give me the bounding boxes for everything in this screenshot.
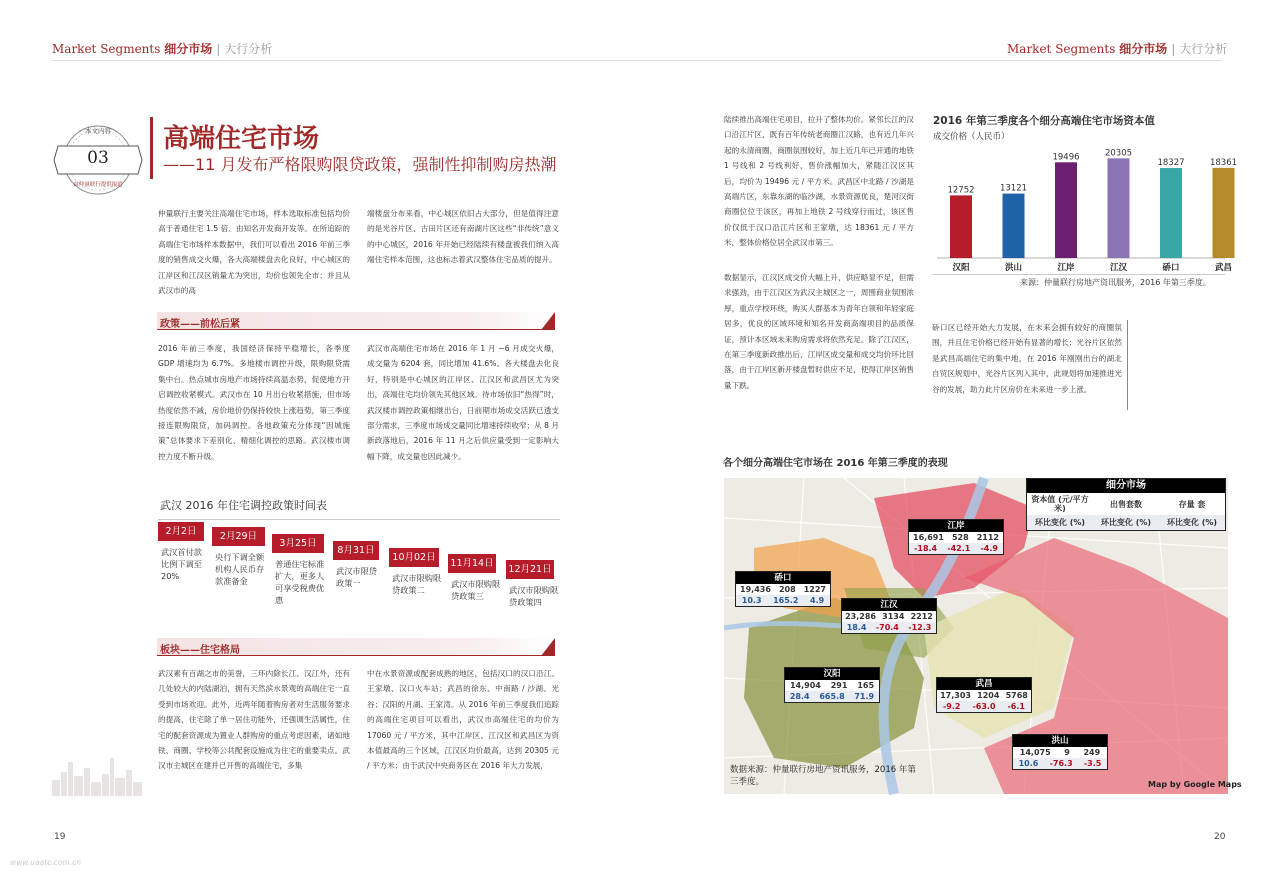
timeline-date-box: 10月02日 <box>389 548 439 567</box>
district-change-row <box>937 701 1031 712</box>
district-values-row <box>937 690 1031 701</box>
district-value: 1227 <box>803 585 826 594</box>
district-box[interactable] <box>936 677 1032 713</box>
watermark-url: www.uaatc.com.cn <box>10 858 81 867</box>
district-values-row <box>785 680 879 691</box>
district-change: -18.4 <box>914 544 938 553</box>
district-change: 10.3 <box>741 596 762 605</box>
district-value: 3134 <box>882 612 905 621</box>
district-name: 武昌 <box>937 678 1031 690</box>
district-change: -42.1 <box>947 544 971 553</box>
chart-category-label: 洪山 <box>1004 263 1023 273</box>
timeline-event-text: 武汉市限购限贷政策二 <box>392 573 442 595</box>
header-rule <box>52 60 1222 61</box>
right-col1: 陆续推出高端住宅项目，拉升了整体均价。紧邻长江的汉口沿江片区，既有百年传统老商圈江汉路，也有近几年兴起的永清商圈，商圈氛围较好，加上近几年已开通的地铁 1 号线和 2 号线利好，售价涨幅加大，紧随江汉区其后，均价为 19496 元 / 平方米。武昌区中北路 / 沙湖是高端片区，东靠东湖的临沙湖，水景资源优良，楚河汉街商圈位位于该区，再加上地铁 2 号线穿行而过，该区售价仅低于汉口沿江片区和王家墩，达 18361 元 / 平方米，整体价格位居全武汉市第三。 <box>724 115 914 248</box>
header-left: Market Segments 细分市场 | 大行分析 <box>52 42 273 56</box>
policy-col1: 2016 年前三季度，我国经济保持平稳增长，各季度 GDP 增速均为 6.7%。多地楼市调控升级，限购限贷需集中台。热点城市房地产市场持续高温态势，促使地方开启调控收紧模式。武汉市在 10 月出台收紧措施，但市场热度依然不减，房价地价仍保持较快上涨趋势，第三季度接连限购限贷，加码调控。各地政策充分体现“因城施策”总体要求下差别化、精细化调控的思路。武汉楼市调控力度不断升级。 <box>158 344 350 461</box>
chart-category-label: 江汉 <box>1109 263 1128 273</box>
district-change: 28.4 <box>789 692 810 701</box>
legend-col1-head: 资本值 (元/平方米) <box>1031 495 1089 513</box>
header-sub: 大行分析 <box>224 42 273 56</box>
section-policy-title: 政策——前松后紧 <box>160 319 240 330</box>
district-value: 291 <box>830 681 848 690</box>
page-subtitle: ——11 月发布严格限购限贷政策，强制性抑制购房热潮 <box>163 155 557 174</box>
timeline-rule <box>158 519 560 520</box>
map-legend <box>1026 478 1226 531</box>
header-right: Market Segments 细分市场 | 大行分析 <box>1007 42 1228 56</box>
chapter-badge <box>52 120 144 198</box>
district-value: 249 <box>1083 748 1101 757</box>
skyline-icon <box>52 752 142 796</box>
plate-col1: 武汉素有百湖之市的美誉，三环内除长江、汉江外，还有几处较大的内陆湖泊，拥有天然滨水景观的高端住宅一直受到市场欢迎。此外，近两年随着购房者对生活服务要求的提高，住宅除了单一居住功能外，还强调生活属性，住宅的配套资源成为置业人群购房的重点考虑因素，诸如地铁、商圈、学校等公共配套设施成为住宅的重要卖点。武汉市主城区在建并已开售的高端住宅，多集 <box>158 669 350 771</box>
district-change: 71.9 <box>854 692 875 701</box>
map-source: 数据来源：仲量联行房地产资讯服务，2016 年第三季度。 <box>730 765 916 787</box>
district-change: -4.9 <box>980 544 998 553</box>
map-credit: Map by Google Maps <box>1148 780 1242 789</box>
district-value: 23,286 <box>845 612 876 621</box>
legend-title: 细分市场 <box>1027 479 1225 493</box>
timeline-event-text: 武汉首付款比例下调至 20% <box>161 547 202 581</box>
legend-change-label: 环比变化 (%) <box>1034 518 1086 527</box>
district-box[interactable] <box>735 571 831 607</box>
header-en: Market Segments <box>52 42 161 56</box>
chart-data-label: 18361 <box>1209 157 1238 168</box>
district-value: 5768 <box>1005 691 1028 700</box>
page-title: 高端住宅市场 <box>163 124 320 154</box>
district-value: 1204 <box>977 691 1000 700</box>
chart-bar <box>1055 162 1077 258</box>
chart-category-label: 汉阳 <box>952 263 970 273</box>
district-change: -9.2 <box>942 702 961 711</box>
district-value: 528 <box>951 533 969 542</box>
legend-col3-head: 存量 套 <box>1178 499 1206 509</box>
timeline-date-box: 2月29日 <box>212 527 265 546</box>
timeline-date-box: 8月31日 <box>333 541 379 560</box>
header-en: Market Segments <box>1007 42 1116 56</box>
intro-col2: 端楼盘分布来看，中心城区依旧占大部分，但是值得注意的是光谷片区、古田片区还有南湖片区这些“非传统”意义的中心城区，2016 年开始已经陆续有楼盘被我们纳入高端住宅样本范围，这也标志着武汉整体住宅品质的提升。 <box>367 209 559 265</box>
timeline-date-box: 11月14日 <box>448 554 496 573</box>
chart-bar <box>1108 158 1130 258</box>
chart-data-label: 18327 <box>1157 158 1185 169</box>
chart-ylabel: 成交价格（人民币） <box>933 132 1010 142</box>
district-change: -70.4 <box>875 623 899 632</box>
right-col2: 数据显示，江汉区成交价大幅上升，供应略显不足，但需求强劲，由于江汉区为武汉主城区之一，周围商业氛围浓厚，重点学校环绕，购买人群基本为青年白领和年轻家庭居多，优良的区域环境和知名开发商高端项目的品质保证，预计本区域未来购房需求将依然充足。除了江汉区，在第三季度新政推出后，江岸区成交量和成交均价环比回落，由于江岸区新开楼盘暂时供应不足，使得江岸区销售量下跌。 <box>724 273 914 390</box>
district-change: -6.1 <box>1007 702 1025 711</box>
legend-col2-head: 出售套数 <box>1110 499 1142 509</box>
section-corner-icon <box>541 312 555 330</box>
district-value: 165 <box>857 681 875 690</box>
district-change-row <box>785 691 879 702</box>
section-policy-bar <box>157 312 555 330</box>
header-sub: 大行分析 <box>1179 42 1228 56</box>
badge-number: 03 <box>87 148 109 168</box>
district-change: 665.8 <box>819 692 845 701</box>
badge-top-text: 本文内容 <box>85 127 111 135</box>
page-number-right: 20 <box>1214 832 1226 842</box>
district-box[interactable] <box>784 667 880 703</box>
district-box[interactable] <box>1012 734 1108 770</box>
district-change: -63.0 <box>972 702 996 711</box>
district-change-row <box>842 622 936 633</box>
chart-category-label: 硚口 <box>1162 263 1180 273</box>
district-value: 2112 <box>976 533 999 542</box>
district-name: 江汉 <box>842 599 936 611</box>
district-change-row <box>909 543 1003 554</box>
plate-col2: 中在水景资源或配套成熟的地区，包括汉口的汉口沿江、王家墩、汉口火车站；武昌的徐东、中南路 / 沙湖、光谷；汉阳的月湖、王家湾。从 2016 年前三季度我们追踪的高端住宅项目可以看出，武汉市高端住宅的均价为 17060 元 / 平方米，其中江岸区、江汉区和武昌区为资本值最高的三个区域，江汉区均价最高，达到 20305 元 / 平方米；由于武汉中央商务区在 2016 年大力发展， <box>367 669 559 771</box>
chart-data-label: 20305 <box>1104 148 1133 159</box>
district-change: -12.3 <box>908 623 932 632</box>
district-values-row <box>909 532 1003 543</box>
timeline-date-box: 3月25日 <box>272 534 324 553</box>
district-values-row <box>842 611 936 622</box>
legend-change-label: 环比变化 (%) <box>1166 518 1218 527</box>
map-title: 各个细分高端住宅市场在 2016 年第三季度的表现 <box>723 458 948 469</box>
timeline-date-box: 2月2日 <box>158 522 204 541</box>
timeline-event-text: 央行下调全额机构人民币存款准备金 <box>215 552 265 586</box>
chart-data-label: 12752 <box>947 185 975 196</box>
district-change: 4.9 <box>810 596 825 605</box>
chart-data-label: 19496 <box>1052 152 1080 163</box>
section-plate-bar <box>157 638 555 656</box>
district-change-row <box>736 595 830 606</box>
badge-bottom-text: 由仲量联行提供报道 <box>73 182 123 188</box>
title-accent-bar <box>150 117 153 179</box>
legend-change-label: 环比变化 (%) <box>1100 518 1152 527</box>
page-number-left: 19 <box>54 832 66 842</box>
district-value: 208 <box>778 585 796 594</box>
district-value: 9 <box>1064 748 1070 757</box>
timeline-event-text: 武汉市限贷政策一 <box>336 566 377 588</box>
district-change: -3.5 <box>1083 759 1102 768</box>
capital-value-chart <box>933 140 1238 275</box>
district-value: 2212 <box>910 612 933 621</box>
district-name: 江岸 <box>909 520 1003 532</box>
district-values-row <box>736 584 830 595</box>
district-change: 165.2 <box>773 596 799 605</box>
chart-bar <box>1213 168 1235 258</box>
district-value: 14,075 <box>1019 748 1051 757</box>
district-values-row <box>1013 747 1107 758</box>
district-value: 16,691 <box>913 533 944 542</box>
district-change-row <box>1013 758 1107 769</box>
district-value: 17,303 <box>940 691 971 700</box>
district-box[interactable] <box>908 519 1004 555</box>
district-name: 洪山 <box>1013 735 1107 747</box>
district-name: 汉阳 <box>785 668 879 680</box>
policy-col2: 武汉市高端住宅市场在 2016 年 1 月 ~6 月成交火爆，成交量为 6204 套，同比增加 41.6%。各大楼盘去化良好，特别是中心城区的江岸区、江汉区和武昌区尤为突出，高端住宅均价领先其他区域。待市场依旧“热得”时，武汉楼市调控政策相继出台，日前期市场成交活跃已透支部分需求，三季度市场成交量同比增速持续收窄；从 8 月新政落地后，2016 年 11 月之后供应量受到一定影响大幅下降，成交量也因此减少。 <box>367 344 559 461</box>
chart-bar <box>1003 194 1025 258</box>
district-box[interactable] <box>841 598 937 634</box>
district-value: 19,436 <box>740 585 771 594</box>
chart-data-label: 13121 <box>999 183 1028 194</box>
chart-source-rule <box>933 274 1225 275</box>
chart-category-label: 江岸 <box>1057 263 1075 273</box>
timeline-event-text: 武汉市限购限贷政策四 <box>509 585 559 607</box>
district-change: 18.4 <box>846 623 867 632</box>
chart-title: 2016 年第三季度各个细分高端住宅市场资本值 <box>933 115 1155 127</box>
district-change: -76.3 <box>1049 759 1073 768</box>
district-name: 硚口 <box>736 572 830 584</box>
chart-bar <box>1160 168 1182 258</box>
header-cn: 细分市场 <box>164 42 213 56</box>
district-change: 10.6 <box>1018 759 1039 768</box>
district-value: 14,904 <box>789 681 821 690</box>
section-plate-title: 板块——住宅格局 <box>160 645 240 656</box>
right-col3: 硚口区已经开始大力发展，在未来会拥有较好的商圈氛围，并且住宅价格已经开始有显著的增长；光谷片区依然是武昌高端住宅的集中地，在 2016 年刚刚出台的湖北自贸区规划中，光谷片区列入其中，此规划将加速推进光谷的发展，助力此片区房价在未来进一步上涨。 <box>932 323 1122 394</box>
timeline-title: 武汉 2016 年住宅调控政策时间表 <box>160 499 327 512</box>
section-corner-icon <box>541 638 555 656</box>
timeline-event-text: 武汉市限购限贷政策三 <box>451 579 501 601</box>
timeline-event-text: 普通住宅标准扩大，更多人可享受税费优惠 <box>275 559 325 605</box>
header-cn: 细分市场 <box>1119 42 1168 56</box>
timeline-date-box: 12月21日 <box>506 560 554 579</box>
chart-category-label: 武昌 <box>1214 263 1233 273</box>
col3-rule <box>1127 320 1128 410</box>
chart-source: 来源：仲量联行房地产资讯服务，2016 年第三季度。 <box>1020 278 1211 287</box>
chart-bar <box>950 195 972 258</box>
intro-col1: 仲量联行主要关注高端住宅市场，样本选取标准包括均价高于普通住宅 1.5 倍、由知名开发商开发等。在所追踪的高端住宅市场样本数据中，我们可以看出 2016 年前三季度的销售成交火爆，各大高端楼盘去化良好，中心城区的江岸区和江汉区销量尤为突出，均价也领先全市；并且从武汉市的高 <box>158 209 350 296</box>
